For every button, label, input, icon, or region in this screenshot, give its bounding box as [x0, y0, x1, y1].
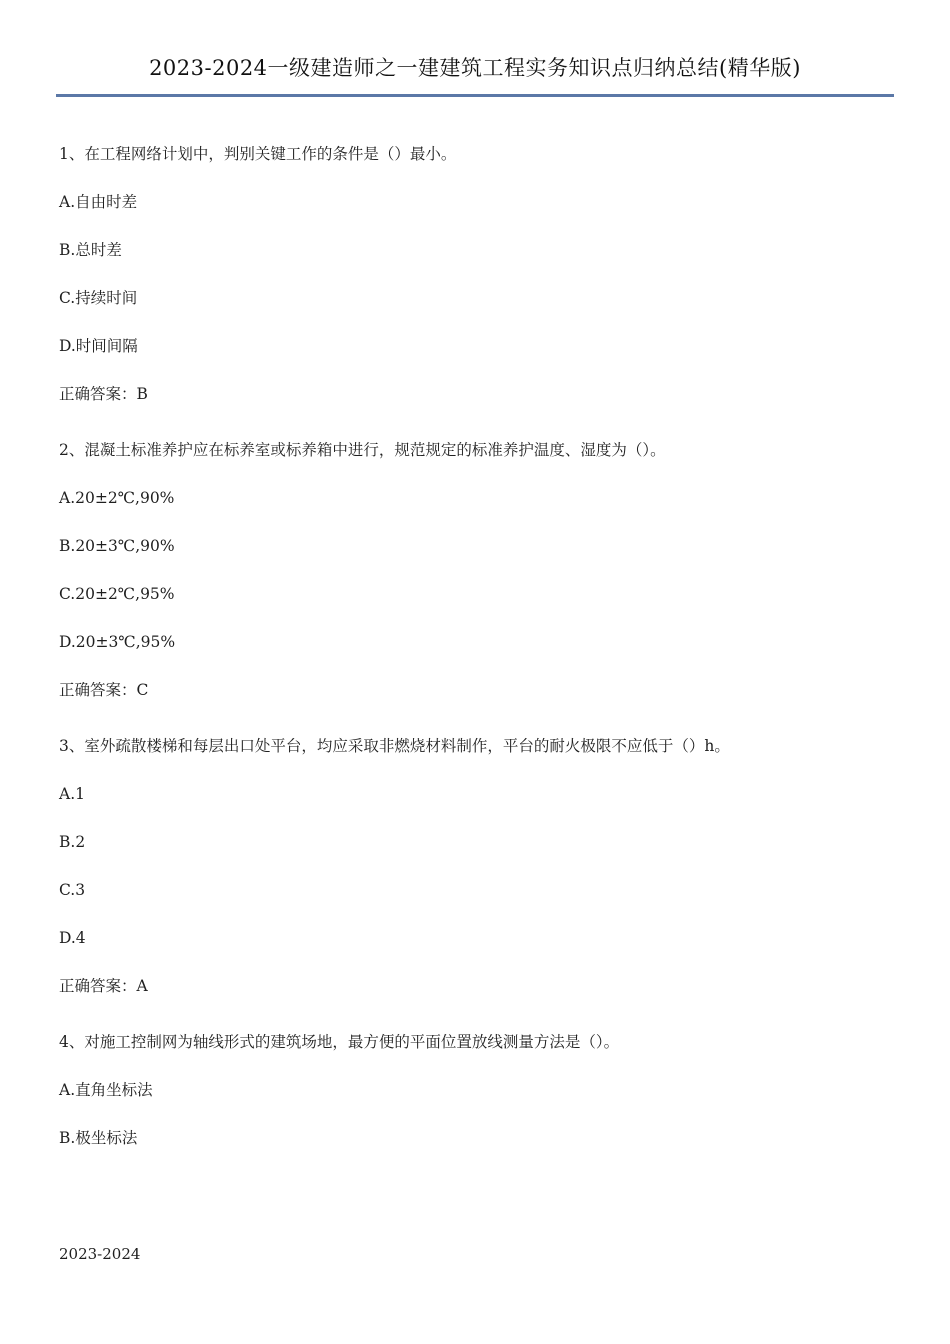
- option-c: C.3: [59, 881, 86, 899]
- option-d: D.4: [59, 929, 86, 947]
- option-c: C.20±2℃,95%: [59, 585, 175, 603]
- question-2: [59, 438, 889, 702]
- question-list: [59, 142, 889, 1174]
- question-stem: 4、对施工控制网为轴线形式的建筑场地，最方便的平面位置放线测量方法是（）。: [59, 1033, 620, 1051]
- option-b: B.20±3℃,90%: [59, 537, 175, 555]
- question-stem: 3、室外疏散楼梯和每层出口处平台，均应采取非燃烧材料制作，平台的耐火极限不应低于（）h。: [59, 737, 730, 755]
- question-1: [59, 142, 889, 406]
- header-divider: [56, 94, 894, 97]
- correct-answer: 正确答案：A: [59, 977, 148, 995]
- option-b: B.2: [59, 833, 86, 851]
- option-a: A.20±2℃,90%: [59, 489, 175, 507]
- correct-answer: 正确答案：C: [59, 681, 149, 699]
- option-c: C.持续时间: [59, 289, 138, 307]
- option-d: D.时间间隔: [59, 337, 138, 355]
- question-stem: 1、在工程网络计划中，判别关键工作的条件是（）最小。: [59, 145, 457, 163]
- option-a: A.自由时差: [59, 193, 138, 211]
- correct-answer: 正确答案：B: [59, 385, 148, 403]
- option-b: B.极坐标法: [59, 1129, 138, 1147]
- question-stem: 2、混凝土标准养护应在标养室或标养箱中进行，规范规定的标准养护温度、湿度为（）。: [59, 441, 666, 459]
- option-a: A.1: [59, 785, 85, 803]
- option-a: A.直角坐标法: [59, 1081, 153, 1099]
- question-3: [59, 734, 889, 998]
- option-d: D.20±3℃,95%: [59, 633, 176, 651]
- page-footer: 2023-2024: [59, 1245, 141, 1263]
- page-title: 2023-2024一级建造师之一建建筑工程实务知识点归纳总结(精华版): [149, 56, 801, 80]
- option-b: B.总时差: [59, 241, 122, 259]
- question-4: [59, 1030, 889, 1150]
